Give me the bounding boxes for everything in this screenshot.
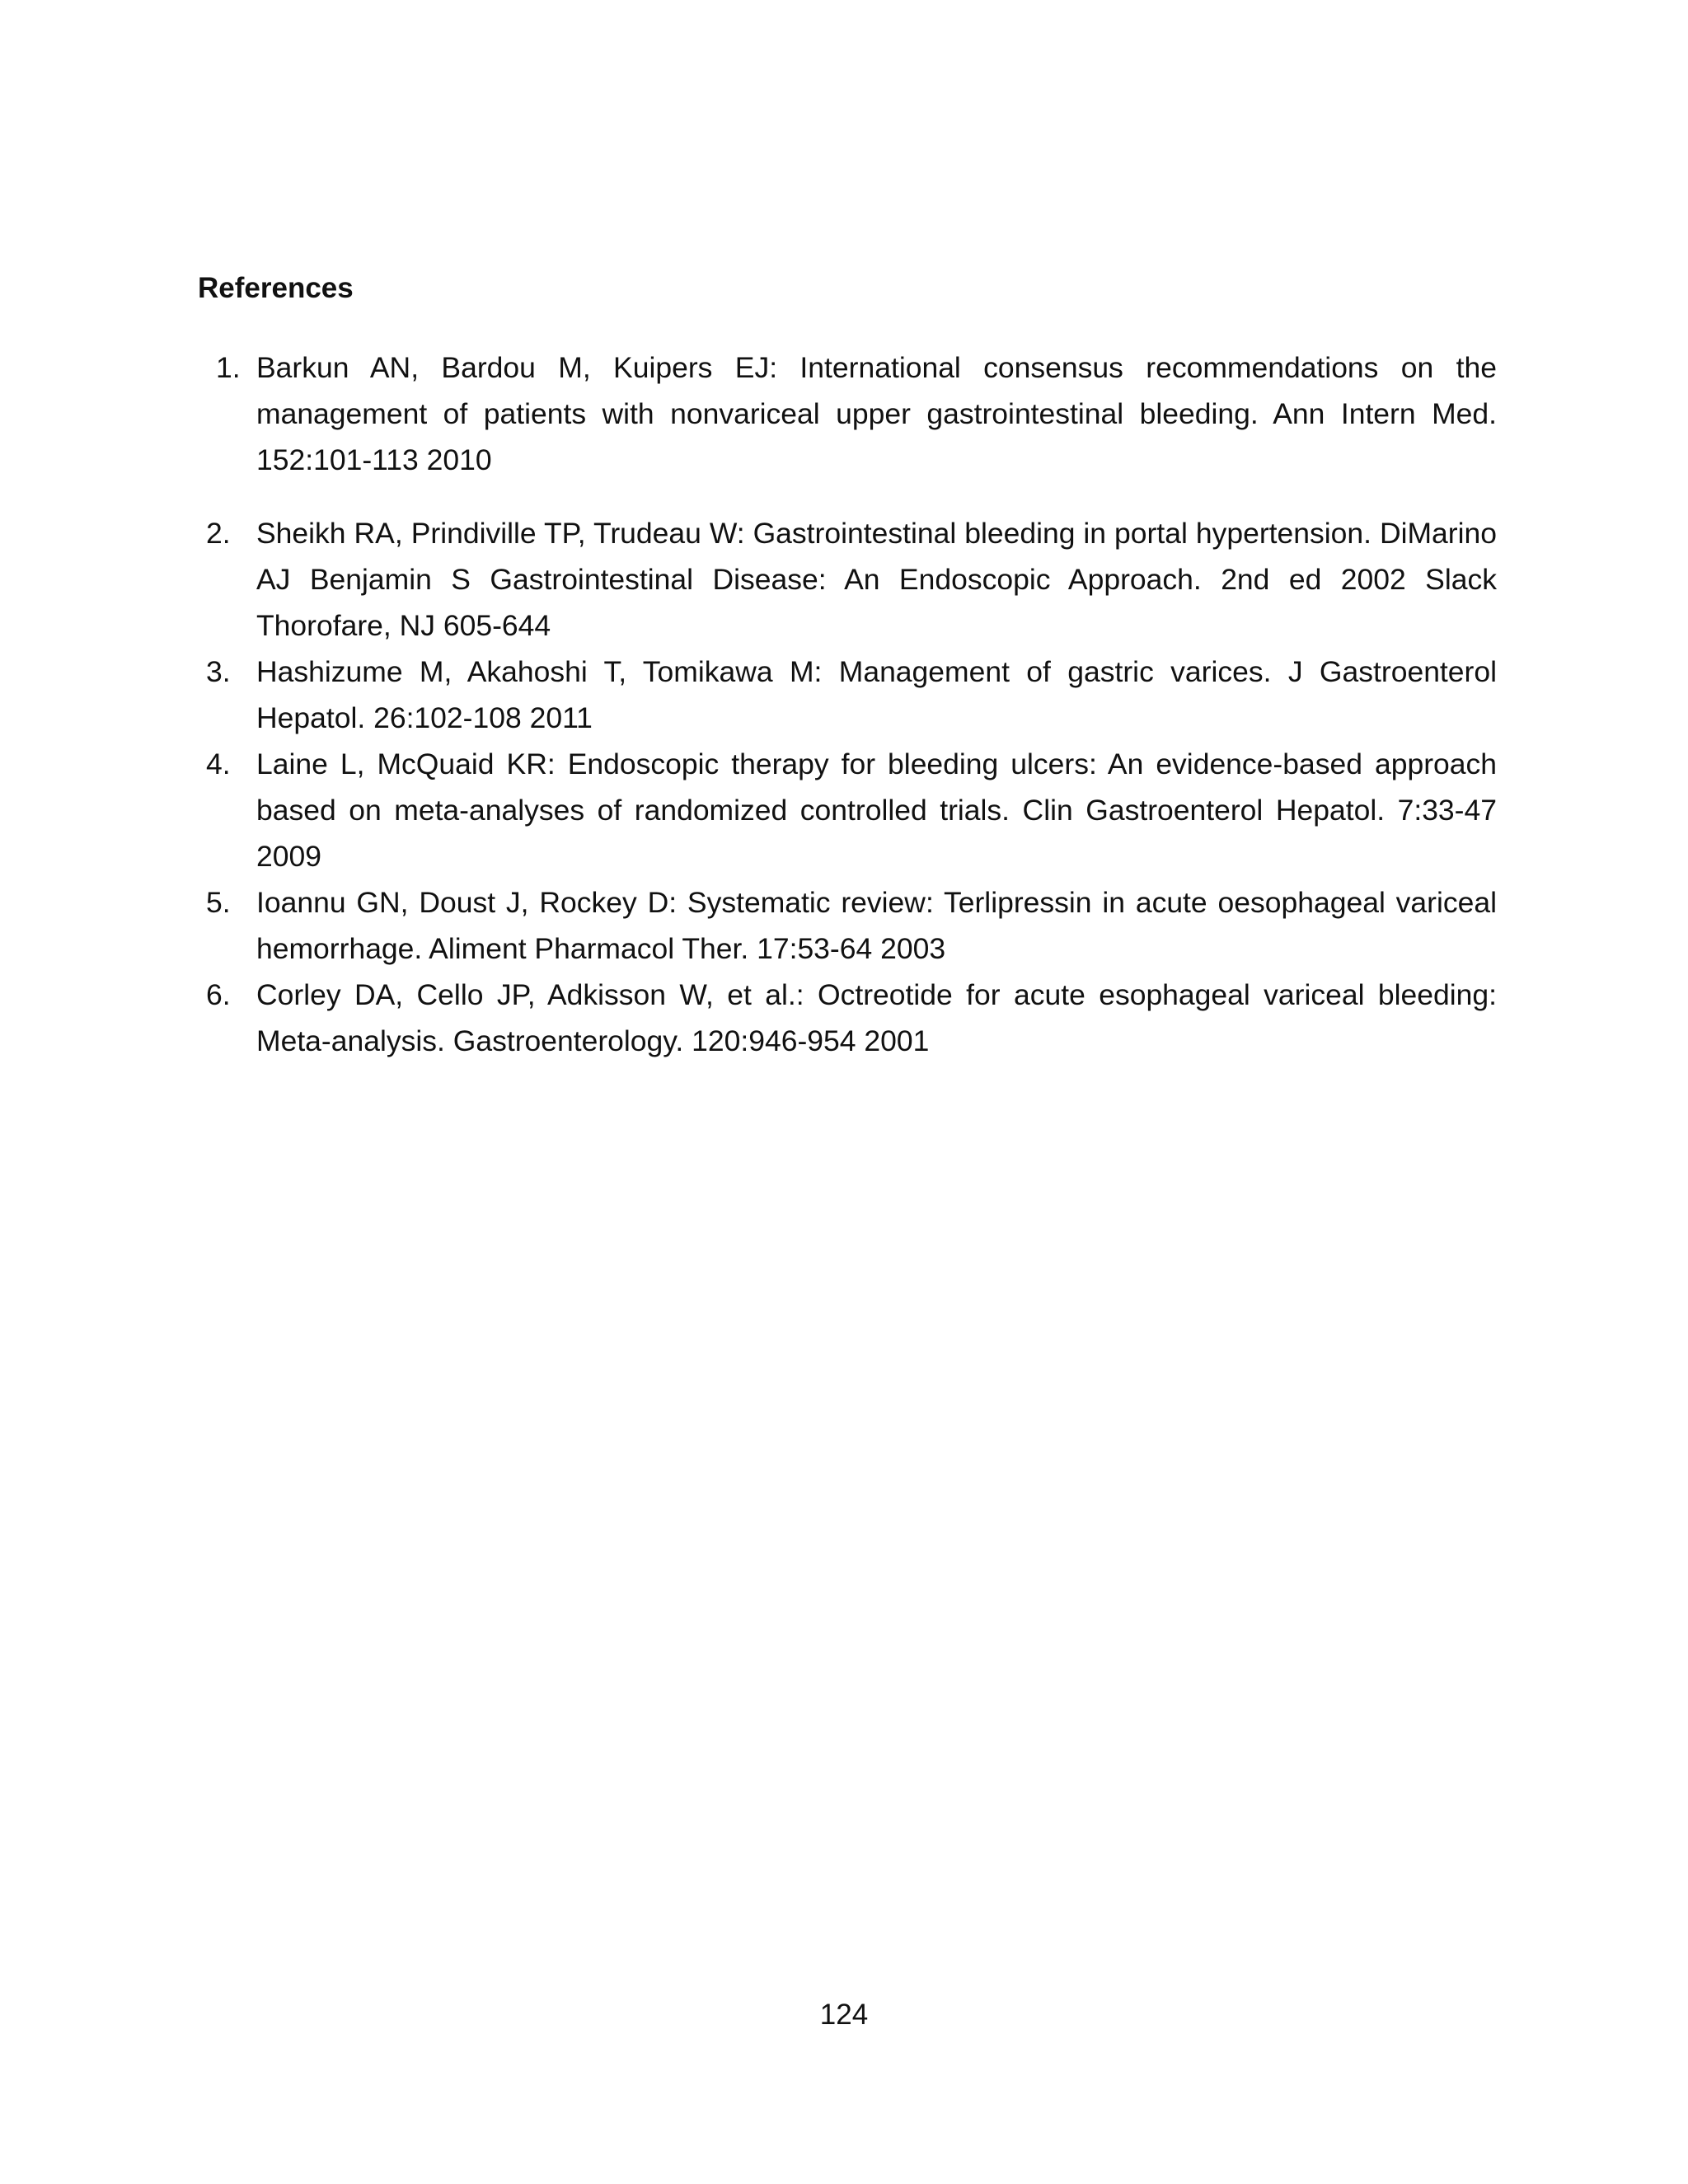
reference-item-6 bbox=[198, 972, 1497, 1064]
reference-text: Ioannu GN, Doust J, Rockey D: Systematic review: Terlipressin in acute oesophageal variceal hemorrhage. Aliment Pharmacol Ther. 17:53-64 2003 bbox=[256, 886, 1497, 965]
reference-number: 6. bbox=[206, 978, 231, 1011]
reference-item-3 bbox=[198, 649, 1497, 741]
reference-text: Laine L, McQuaid KR: Endoscopic therapy for bleeding ulcers: An evidence-based approach based on meta-analyses of randomized controlled trials. Clin Gastroenterol Hepatol. 7:33-47 2009 bbox=[256, 748, 1497, 873]
reference-number: 3. bbox=[206, 655, 231, 688]
reference-text: Hashizume M, Akahoshi T, Tomikawa M: Management of gastric varices. J Gastroenterol Hepatol. 26:102-108 2011 bbox=[256, 655, 1497, 734]
reference-item-4 bbox=[198, 741, 1497, 879]
reference-text: Barkun AN, Bardou M, Kuipers EJ: International consensus recommendations on the management of patients with nonvariceal upper gastrointestinal bleeding. Ann Intern Med. 152:101-113 2010 bbox=[256, 351, 1497, 476]
reference-item-1 bbox=[198, 344, 1497, 483]
references-heading: References bbox=[198, 272, 354, 304]
reference-number: 4. bbox=[206, 748, 231, 780]
reference-text: Corley DA, Cello JP, Adkisson W, et al.: Octreotide for acute esophageal variceal bleeding: Meta-analysis. Gastroenterology. 120:946-954 2001 bbox=[256, 978, 1497, 1057]
reference-number: 5. bbox=[206, 886, 231, 919]
reference-number: 1. bbox=[216, 351, 241, 384]
reference-number: 2. bbox=[206, 517, 231, 550]
reference-list bbox=[198, 344, 1497, 1064]
reference-text: Sheikh RA, Prindiville TP, Trudeau W: Gastrointestinal bleeding in portal hypertension. DiMarino AJ Benjamin S Gastrointestinal Disease: An Endoscopic Approach. 2nd ed 2002 Slack Thorofare, NJ 605-644 bbox=[256, 517, 1497, 642]
page-number: 124 bbox=[819, 1999, 869, 2031]
reference-item-5 bbox=[198, 879, 1497, 972]
reference-item-2 bbox=[198, 510, 1497, 649]
